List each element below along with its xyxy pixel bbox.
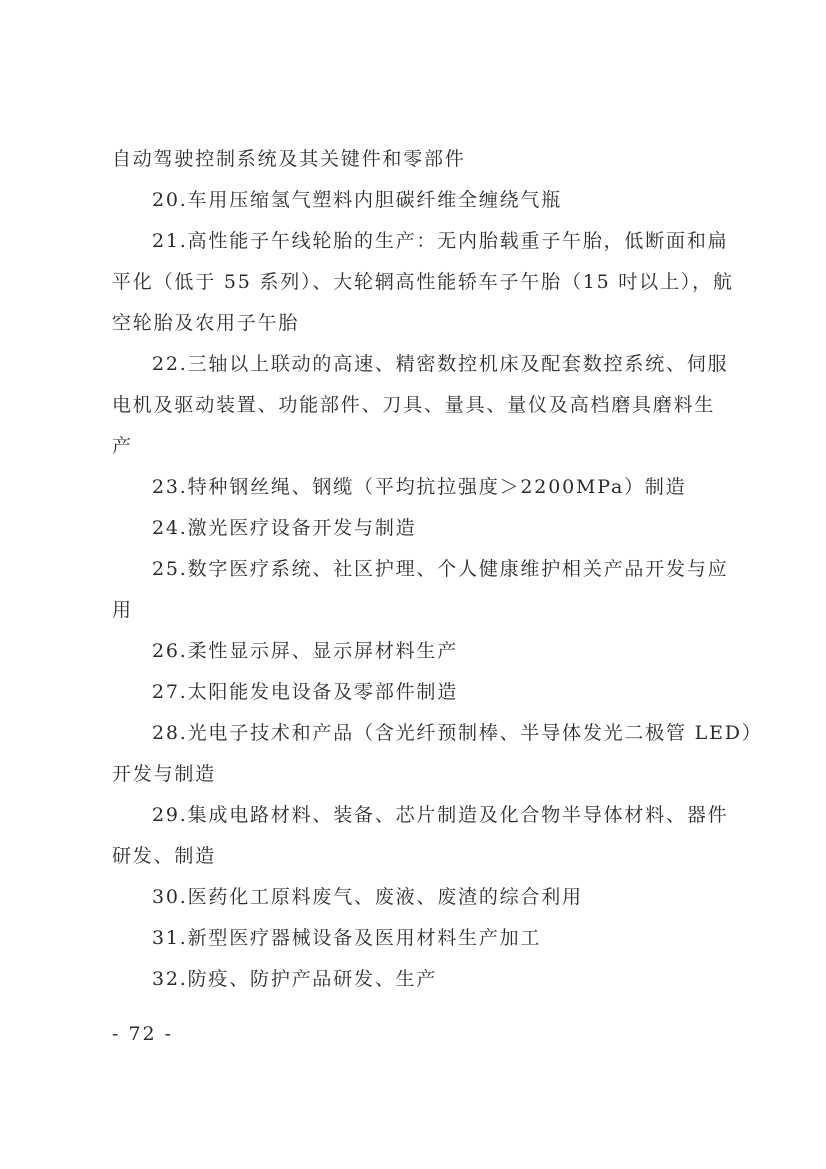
page-number: - 72 - [112,1023,174,1045]
text-line: 29.集成电路材料、装备、芯片制造及化合物半导体材料、器件 [152,804,729,826]
text-line: 32.防疫、防护产品研发、生产 [152,968,438,990]
text-line: 用 [112,599,133,621]
text-line: 24.激光医疗设备开发与制造 [152,517,417,539]
text-line: 27.太阳能发电设备及零部件制造 [152,681,459,703]
text-line: 20.车用压缩氢气塑料内胆碳纤维全缠绕气瓶 [152,189,563,211]
text-line: 28.光电子技术和产品（含光纤预制棒、半导体发光二极管 LED） [152,722,763,744]
text-line: 产 [112,435,133,457]
text-line: 电机及驱动装置、功能部件、刀具、量具、量仪及高档磨具磨料生 [112,394,716,416]
text-line: 25.数字医疗系统、社区护理、个人健康维护相关产品开发与应 [152,558,729,580]
text-line: 31.新型医疗器械设备及医用材料生产加工 [152,927,542,949]
text-line: 30.医药化工原料废气、废液、废渣的综合利用 [152,886,583,908]
text-line: 自动驾驶控制系统及其关键件和零部件 [112,148,466,170]
text-line: 开发与制造 [112,763,217,785]
text-line: 平化（低于 55 系列）、大轮辋高性能轿车子午胎（15 吋以上），航 [112,271,734,293]
text-line: 26.柔性显示屏、显示屏材料生产 [152,640,459,662]
text-line: 22.三轴以上联动的高速、精密数控机床及配套数控系统、伺服 [152,353,729,375]
text-line: 研发、制造 [112,845,217,867]
text-line: 21.高性能子午线轮胎的生产：无内胎载重子午胎，低断面和扁 [152,230,729,252]
text-line: 23.特种钢丝绳、钢缆（平均抗拉强度＞2200MPa）制造 [152,476,687,498]
text-line: 空轮胎及农用子午胎 [112,312,300,334]
